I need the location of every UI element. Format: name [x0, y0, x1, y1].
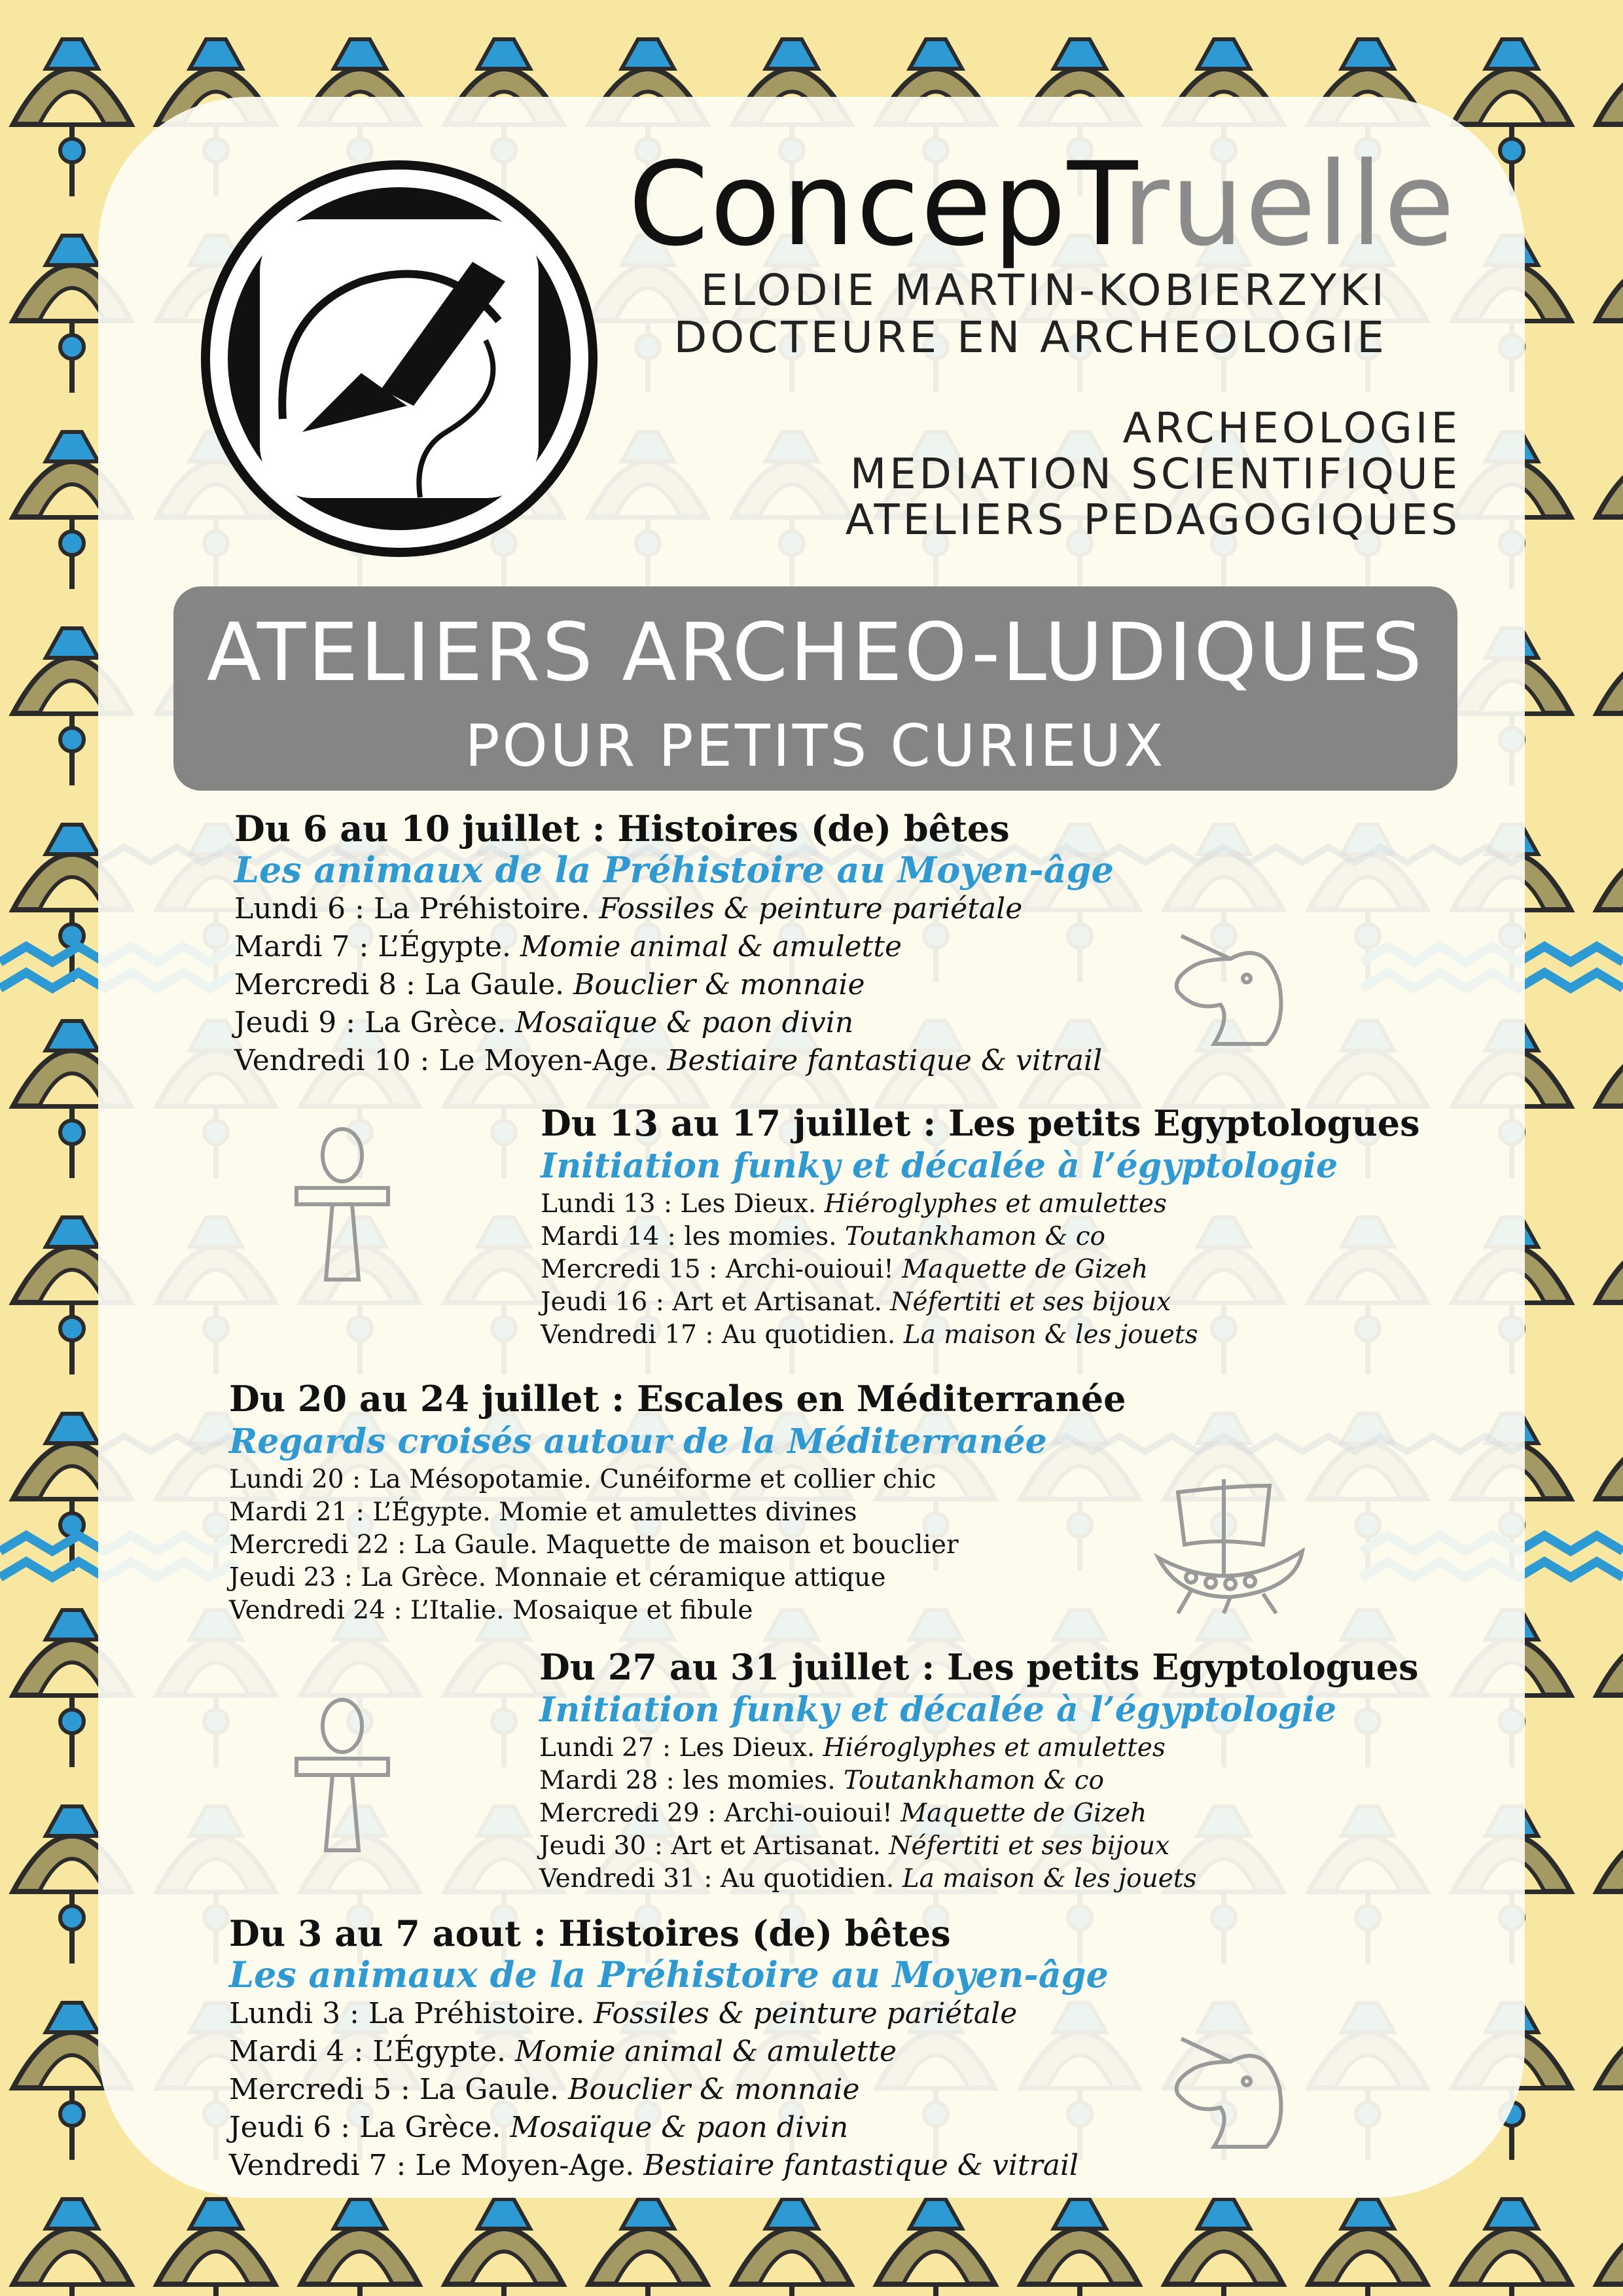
week-title: Du 6 au 10 juillet : Histoires (de) bêtes: [234, 808, 1010, 850]
service-item: MEDIATION SCIENTIFIQUE: [850, 450, 1461, 499]
ship-icon: [1152, 1466, 1309, 1617]
day-line: Jeudi 16 : Art et Artisanat. Néfertiti et ses bijoux: [541, 1287, 1171, 1317]
day-line: Mercredi 29 : Archi-ouioui! Maquette de Gizeh: [539, 1799, 1147, 1828]
day-line: Mardi 4 : L’Égypte. Momie animal & amulette: [229, 2035, 897, 2068]
day-line: Mardi 7 : L’Égypte. Momie animal & amulette: [234, 930, 902, 963]
week-title: Du 13 au 17 juillet : Les petits Egyptologues: [541, 1102, 1420, 1144]
day-line: Lundi 20 : La Mésopotamie. Cunéiforme et collier chic: [229, 1465, 936, 1494]
week-subtitle: Regards croisés autour de la Méditerranée: [229, 1422, 1047, 1462]
day-line: Lundi 6 : La Préhistoire. Fossiles & peinture pariétale: [234, 892, 1023, 925]
day-line: Vendredi 10 : Le Moyen-Age. Bestiaire fantastique & vitrail: [234, 1044, 1103, 1077]
services-list: [846, 406, 1461, 543]
day-line: Mercredi 15 : Archi-ouioui! Maquette de Gizeh: [541, 1255, 1149, 1284]
day-line: Lundi 13 : Les Dieux. Hiéroglyphes et amulettes: [541, 1189, 1167, 1219]
day-line: Mardi 28 : les momies. Toutankhamon & co: [539, 1766, 1105, 1795]
day-line: Mardi 21 : L’Égypte. Momie et amulettes divines: [229, 1498, 857, 1527]
week-title: Du 27 au 31 juillet : Les petits Egyptologues: [539, 1646, 1419, 1688]
week-subtitle: Initiation funky et décalée à l’égyptologie: [539, 1690, 1337, 1730]
week-block: [541, 1102, 1420, 1352]
trowel-logo-icon: [198, 157, 601, 560]
week-block: [229, 1912, 1109, 2185]
day-line: Lundi 3 : La Préhistoire. Fossiles & peinture pariétale: [229, 1997, 1018, 2030]
ankh-icon: [293, 1696, 391, 1854]
day-line: Vendredi 17 : Au quotidien. La maison & les jouets: [541, 1320, 1198, 1350]
ankh-icon: [293, 1126, 391, 1283]
day-line: Jeudi 9 : La Grèce. Mosaïque & paon divin: [234, 1006, 854, 1039]
week-subtitle: Les animaux de la Préhistoire au Moyen-âge: [234, 849, 1114, 891]
day-line: Jeudi 6 : La Grèce. Mosaïque & paon divin: [229, 2111, 849, 2144]
unicorn-icon: [1168, 2016, 1293, 2153]
day-line: Vendredi 7 : Le Moyen-Age. Bestiaire fantastique & vitrail: [229, 2149, 1079, 2182]
brand-name-part2: ruelle: [1122, 137, 1456, 272]
week-subtitle: Les animaux de la Préhistoire au Moyen-âge: [229, 1954, 1109, 1996]
service-item: ATELIERS PEDAGOGIQUES: [845, 496, 1461, 545]
day-line: Jeudi 30 : Art et Artisanat. Néfertiti et ses bijoux: [539, 1831, 1170, 1861]
brand-name: [628, 137, 1472, 272]
day-line: Mercredi 22 : La Gaule. Maquette de maison et bouclier: [229, 1530, 959, 1560]
day-line: Mercredi 8 : La Gaule. Bouclier & monnaie: [234, 968, 865, 1001]
banner-subtitle: POUR PETITS CURIEUX: [465, 712, 1166, 780]
unicorn-icon: [1168, 913, 1293, 1050]
day-line: Mardi 14 : les momies. Toutankhamon & co: [541, 1222, 1106, 1251]
week-block: [539, 1645, 1419, 1895]
week-block: [234, 808, 1114, 1080]
brand-name-part1: ConcepT: [628, 137, 1122, 272]
day-line: Lundi 27 : Les Dieux. Hiéroglyphes et amulettes: [539, 1733, 1166, 1763]
service-item: ARCHEOLOGIE: [1122, 404, 1461, 453]
day-line: Vendredi 24 : L’Italie. Mosaique et fibule: [229, 1596, 753, 1625]
author-name: ELODIE MARTIN-KOBIERZYKI: [700, 265, 1387, 315]
day-line: Jeudi 23 : La Grèce. Monnaie et céramique attique: [229, 1563, 886, 1592]
workshops-banner: [173, 586, 1457, 791]
day-line: Mercredi 5 : La Gaule. Bouclier & monnaie: [229, 2073, 860, 2106]
week-title: Du 20 au 24 juillet : Escales en Méditerranée: [229, 1378, 1126, 1420]
author-title: DOCTEURE EN ARCHEOLOGIE: [673, 312, 1387, 363]
day-line: Vendredi 31 : Au quotidien. La maison & les jouets: [539, 1864, 1197, 1893]
week-block: [229, 1377, 1126, 1627]
banner-title: ATELIERS ARCHEO-LUDIQUES: [206, 606, 1425, 699]
week-subtitle: Initiation funky et décalée à l’égyptologie: [541, 1146, 1338, 1186]
author-block: [673, 267, 1387, 361]
week-title: Du 3 au 7 aout : Histoires (de) bêtes: [229, 1912, 951, 1954]
